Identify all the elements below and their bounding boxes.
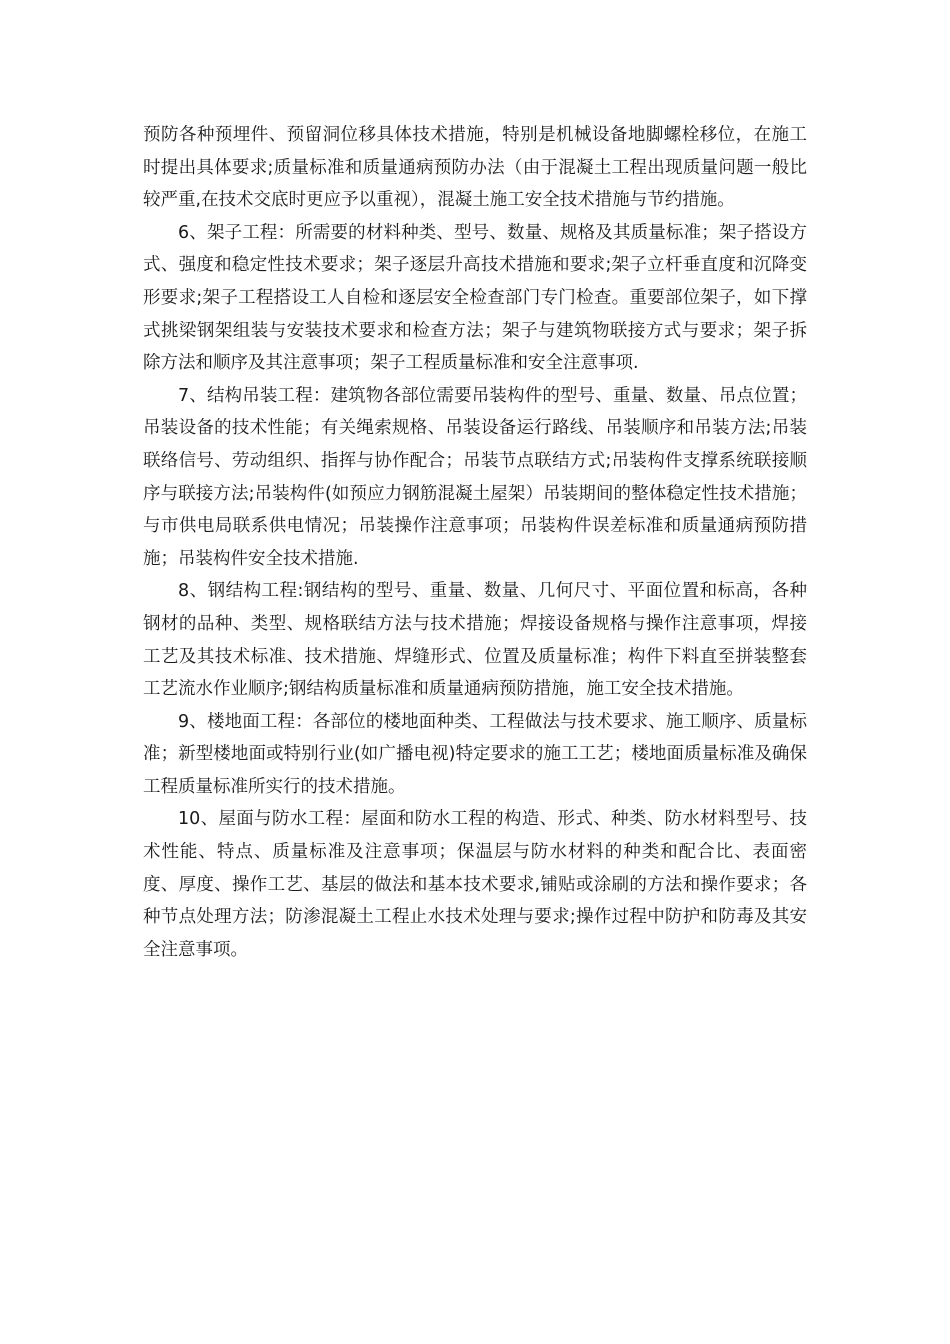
paragraph-floor-works: 9、楼地面工程：各部位的楼地面种类、工程做法与技术要求、施工顺序、质量标准；新型楼地面或特别行业(如广播电视)特定要求的施工工艺；楼地面质量标准及确保工程质量标准所实行的技术措施。	[143, 711, 807, 797]
paragraph-scaffolding: 6、架子工程：所需要的材料种类、型号、数量、规格及其质量标准；架子搭设方式、强度和稳定性技术要求；架子逐层升高技术措施和要求;架子立杆垂直度和沉降变形要求;架子工程搭设工人自检和逐层安全检查部门专门检查。重要部位架子，如下撑式挑梁钢架组装与安装技术要求和检查方法；架子与建筑物联接方式与要求；架子拆除方法和顺序及其注意事项；架子工程质量标准和安全注意事项.	[143, 222, 807, 374]
paragraph-roof-waterproofing: 10、屋面与防水工程：屋面和防水工程的构造、形式、种类、防水材料型号、技术性能、特点、质量标准及注意事项；保温层与防水材料的种类和配合比、表面密度、厚度、操作工艺、基层的做法和基本技术要求,铺贴或涂刷的方法和操作要求；各种节点处理方法；防渗混凝土工程止水技术处理与要求;操作过程中防护和防毒及其安全注意事项。	[143, 809, 807, 960]
paragraph-structural-hoisting: 7、结构吊装工程：建筑物各部位需要吊装构件的型号、重量、数量、吊点位置；吊装设备的技术性能；有关绳索规格、吊装设备运行路线、吊装顺序和吊装方法;吊装联络信号、劳动组织、指挥与协作配合；吊装节点联结方式;吊装构件支撑系统联接顺序与联接方法;吊装构件(如预应力钢筋混凝土屋架）吊装期间的整体稳定性技术措施；与市供电局联系供电情况；吊装操作注意事项；吊装构件误差标准和质量通病预防措施；吊装构件安全技术措施.	[143, 385, 807, 569]
document-body	[143, 119, 807, 966]
paragraph-steel-structure: 8、钢结构工程:钢结构的型号、重量、数量、几何尺寸、平面位置和标高，各种钢材的品种、类型、规格联结方法与技术措施；焊接设备规格与操作注意事项，焊接工艺及其技术标准、技术措施、焊缝形式、位置及质量标准；构件下料直至拼装整套工艺流水作业顺序;钢结构质量标准和质量通病预防措施，施工安全技术措施。	[143, 581, 807, 700]
paragraph-continuation: 预防各种预埋件、预留洞位移具体技术措施，特别是机械设备地脚螺栓移位，在施工时提出具体要求;质量标准和质量通病预防办法（由于混凝土工程出现质量问题一般比较严重,在技术交底时更应予以重视），混凝土施工安全技术措施与节约措施。	[143, 125, 807, 211]
